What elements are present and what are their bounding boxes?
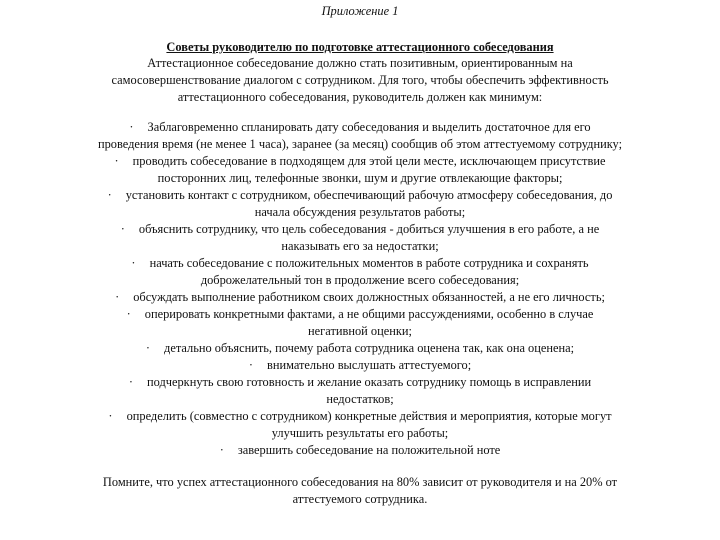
list-item [0, 306, 720, 323]
bullet-icon: · [107, 188, 112, 202]
bullet-icon: · [115, 290, 120, 304]
list-item [0, 340, 720, 357]
list-item-continuation: недостатков; [326, 392, 394, 406]
list-item [0, 187, 720, 204]
bullet-icon: · [120, 222, 125, 236]
intro-line: аттестационного собеседования, руководитель должен как минимум: [177, 90, 543, 104]
list-item-text: установить контакт с сотрудником, обеспечивающий рабочую атмосферу собеседования, до [125, 188, 613, 202]
appendix-label: Приложение 1 [321, 4, 399, 18]
bullet-icon: · [145, 341, 151, 355]
list-item-text: детально объяснить, почему работа сотрудника оценена так, как она оценена; [164, 341, 575, 355]
bullet-icon: · [126, 307, 131, 321]
list-item-text: начать собеседование с положительных моментов в работе сотрудника и сохранять [149, 256, 589, 270]
list-item-text: оперировать конкретными фактами, а не общими рассуждениями, особенно в случае [144, 307, 594, 321]
list-item-text: Заблаговременно спланировать дату собеседования и выделить достаточное для его [147, 120, 591, 134]
list-item-continuation: негативной оценки; [308, 324, 412, 338]
bullet-icon: · [219, 443, 224, 457]
list-item [0, 442, 720, 459]
list-item [0, 289, 720, 306]
conclusion-line: Помните, что успех аттестационного собеседования на 80% зависит от руководителя и на 20% от [102, 475, 618, 489]
bullet-icon: · [114, 154, 119, 168]
list-item [0, 153, 720, 170]
intro-line: самосовершенствование диалогом с сотрудником. Для того, чтобы обеспечить эффективность [111, 73, 609, 87]
bullet-icon: · [248, 358, 253, 372]
list-item-continuation: начала обсуждения результатов работы; [254, 205, 466, 219]
list-item-continuation: проведения время (не менее 1 часа), заранее (за месяц) сообщив об этом аттестуемому сотруднику; [97, 137, 623, 151]
document-title: Советы руководителю по подготовке аттестационного собеседования [166, 40, 554, 54]
bullet-icon: · [108, 409, 113, 423]
list-item [0, 255, 720, 272]
list-item-continuation: наказывать его за недостатки; [281, 239, 439, 253]
list-item-continuation: доброжелательный тон в продолжение всего собеседования; [200, 273, 520, 287]
list-item-continuation: посторонних лиц, телефонные звонки, шум и другие отвлекающие факторы; [157, 171, 563, 185]
list-item-text: завершить собеседование на положительной ноте [237, 443, 501, 457]
list-item-text: внимательно выслушать аттестуемого; [266, 358, 472, 372]
list-item-text: объяснить сотруднику, что цель собеседования - добиться улучшения в его работе, а не [138, 222, 600, 236]
list-item [0, 221, 720, 238]
bullet-icon: · [131, 256, 136, 270]
intro-line: Аттестационное собеседование должно стать позитивным, ориентированным на [147, 56, 573, 70]
bullet-icon: · [129, 120, 134, 134]
list-item-text: подчеркнуть свою готовность и желание оказать сотруднику помощь в исправлении [146, 375, 592, 389]
list-item [0, 408, 720, 425]
list-item [0, 374, 720, 391]
list-item-text: проводить собеседование в подходящем для этой цели месте, исключающем присутствие [132, 154, 606, 168]
conclusion-line: аттестуемого сотрудника. [292, 492, 428, 506]
bullet-icon: · [128, 375, 133, 389]
list-item-text: определить (совместно с сотрудником) конкретные действия и мероприятия, которые могут [126, 409, 612, 423]
list-item [0, 357, 720, 374]
list-item-text: обсуждать выполнение работником своих должностных обязанностей, а не его личность; [133, 290, 605, 304]
list-item [0, 119, 720, 136]
list-item-continuation: улучшить результаты его работы; [271, 426, 449, 440]
